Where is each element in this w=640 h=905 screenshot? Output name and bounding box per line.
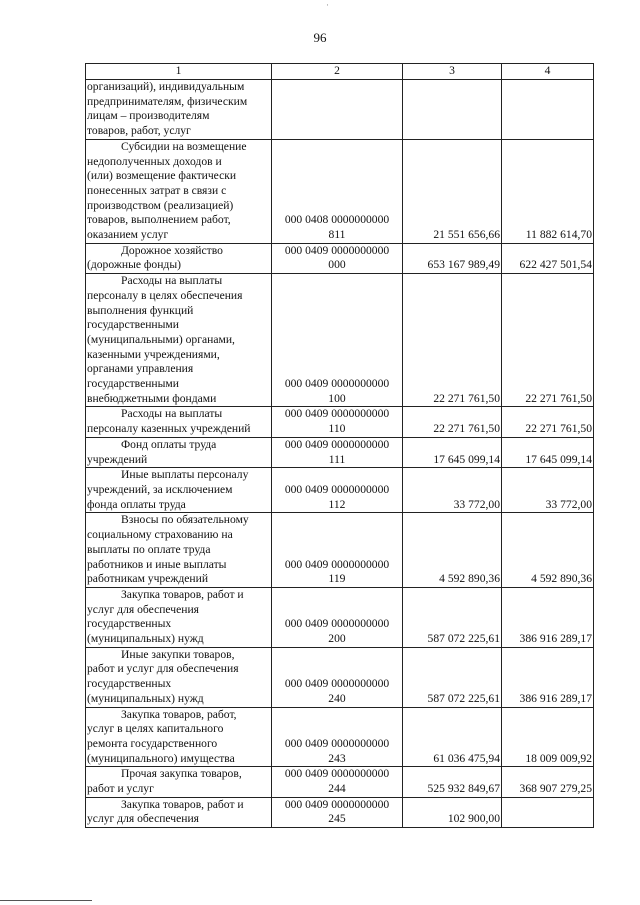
budget-code-cell bbox=[272, 274, 403, 407]
expense-name-line: ремонта государственного bbox=[87, 736, 218, 750]
budget-code-line: 000 0409 0000000000 bbox=[284, 797, 390, 811]
amount-col3-cell: 102 900,00 bbox=[403, 797, 502, 827]
expense-name-cell bbox=[86, 274, 272, 407]
amount-col4-cell: 33 772,00 bbox=[502, 468, 594, 513]
budget-code-line: 111 bbox=[328, 452, 346, 466]
expense-name-line: учреждений, за исключением bbox=[87, 482, 233, 496]
expense-name-line: (муниципальными) органами, bbox=[87, 332, 235, 346]
amount-col3-cell: 4 592 890,36 bbox=[403, 513, 502, 588]
expense-name-line: работников и иные выплаты bbox=[87, 557, 227, 571]
budget-code-cell bbox=[272, 513, 403, 588]
page-number: 96 bbox=[313, 30, 327, 45]
expense-name-line: работ и услуг bbox=[87, 782, 154, 796]
budget-code-cell bbox=[272, 407, 403, 437]
column-header-1: 1 bbox=[86, 64, 272, 80]
expense-name-line: Прочая закупка товаров, bbox=[121, 767, 242, 781]
budget-code-line: 240 bbox=[328, 691, 346, 705]
expense-name-line: услуг для обеспечения bbox=[87, 602, 199, 616]
expense-name-line: товаров, выполнением работ, bbox=[87, 213, 231, 227]
amount-col4-cell bbox=[502, 797, 594, 827]
budget-code-line: 000 0408 0000000000 bbox=[284, 213, 390, 227]
table-body bbox=[86, 80, 594, 828]
budget-code-cell bbox=[272, 139, 403, 243]
amount-col4-cell: 622 427 501,54 bbox=[502, 243, 594, 273]
expense-name-cell bbox=[86, 80, 272, 140]
expense-name-line: (муниципальных) нужд bbox=[87, 691, 204, 705]
table-row bbox=[86, 80, 594, 140]
table-row bbox=[86, 647, 594, 707]
expense-name-cell bbox=[86, 407, 272, 437]
expense-name-line: товаров, работ, услуг bbox=[87, 124, 191, 138]
budget-code-line: 112 bbox=[328, 497, 346, 511]
table-row bbox=[86, 139, 594, 243]
expense-name-line: недополученных доходов и bbox=[87, 154, 222, 168]
budget-code-line: 245 bbox=[328, 812, 346, 826]
expense-name-line: Закупка товаров, работ и bbox=[121, 587, 244, 601]
expense-name-line: работ и услуг для обеспечения bbox=[87, 662, 239, 676]
amount-col3-cell: 587 072 225,61 bbox=[403, 647, 502, 707]
expense-name-line: выплаты по оплате труда bbox=[87, 542, 211, 556]
expense-name-line: (дорожные фонды) bbox=[87, 258, 181, 272]
amount-col4-cell: 18 009 009,92 bbox=[502, 707, 594, 767]
column-header-3: 3 bbox=[403, 64, 502, 80]
table-row bbox=[86, 513, 594, 588]
footnote-divider bbox=[0, 900, 92, 901]
amount-col4-cell bbox=[502, 80, 594, 140]
budget-code-line: 000 0409 0000000000 bbox=[284, 243, 390, 257]
expense-name-cell bbox=[86, 707, 272, 767]
amount-col4-cell: 17 645 099,14 bbox=[502, 437, 594, 467]
expense-name-line: Расходы на выплаты bbox=[121, 407, 223, 421]
expense-name-line: производством (реализацией) bbox=[87, 198, 234, 212]
expense-name-cell bbox=[86, 243, 272, 273]
amount-col4-cell: 11 882 614,70 bbox=[502, 139, 594, 243]
expense-name-line: работникам учреждений bbox=[87, 572, 209, 586]
budget-code-line: 000 0409 0000000000 bbox=[284, 736, 390, 750]
expense-name-line: государственными bbox=[87, 377, 179, 391]
amount-col3-cell: 22 271 761,50 bbox=[403, 274, 502, 407]
budget-code-cell bbox=[272, 437, 403, 467]
budget-code-cell bbox=[272, 243, 403, 273]
expense-name-line: услуг в целях капитального bbox=[87, 722, 224, 736]
expense-name-line: фонда оплаты труда bbox=[87, 497, 186, 511]
expense-name-line: государственными bbox=[87, 318, 179, 332]
amount-col4-cell: 386 916 289,17 bbox=[502, 647, 594, 707]
budget-code-line: 119 bbox=[328, 572, 346, 586]
table-row bbox=[86, 707, 594, 767]
expense-name-cell bbox=[86, 587, 272, 647]
table-row bbox=[86, 797, 594, 827]
expense-name-line: понесенных затрат в связи с bbox=[87, 183, 227, 197]
budget-code-line: 000 0409 0000000000 bbox=[284, 377, 390, 391]
expense-name-line: Дорожное хозяйство bbox=[121, 243, 223, 257]
amount-col3-cell: 33 772,00 bbox=[403, 468, 502, 513]
column-header-4: 4 bbox=[502, 64, 594, 80]
table-row bbox=[86, 587, 594, 647]
budget-code-cell bbox=[272, 797, 403, 827]
budget-code-line: 811 bbox=[328, 228, 346, 242]
amount-col3-cell bbox=[403, 80, 502, 140]
budget-code-line: 100 bbox=[328, 391, 346, 405]
budget-code-line: 000 0409 0000000000 bbox=[284, 677, 390, 691]
expense-name-cell bbox=[86, 139, 272, 243]
expense-name-line: государственных bbox=[87, 617, 172, 631]
expense-name-line: (муниципального) имущества bbox=[87, 751, 235, 765]
expense-name-cell bbox=[86, 468, 272, 513]
expense-name-line: (муниципальных) нужд bbox=[87, 632, 204, 646]
expense-name-line: оказанием услуг bbox=[87, 228, 169, 242]
amount-col3-cell: 653 167 989,49 bbox=[403, 243, 502, 273]
expense-name-line: учреждений bbox=[87, 452, 148, 466]
budget-code-line: 110 bbox=[328, 422, 346, 436]
budget-code-cell bbox=[272, 468, 403, 513]
table-row bbox=[86, 437, 594, 467]
budget-code-cell bbox=[272, 767, 403, 797]
budget-code-line: 000 0409 0000000000 bbox=[284, 557, 390, 571]
expense-name-line: Иные закупки товаров, bbox=[121, 647, 235, 661]
table-row bbox=[86, 274, 594, 407]
expense-name-cell bbox=[86, 513, 272, 588]
budget-code-cell bbox=[272, 707, 403, 767]
amount-col4-cell: 386 916 289,17 bbox=[502, 587, 594, 647]
expense-name-line: Закупка товаров, работ и bbox=[121, 797, 244, 811]
expense-name-cell bbox=[86, 437, 272, 467]
budget-code-cell bbox=[272, 587, 403, 647]
expense-name-line: лицам – производителям bbox=[87, 109, 210, 123]
expense-name-line: выполнения функций bbox=[87, 303, 194, 317]
expense-name-line: Иные выплаты персоналу bbox=[121, 468, 249, 482]
expense-name-line: внебюджетными фондами bbox=[87, 391, 217, 405]
budget-code-line: 000 bbox=[328, 258, 346, 272]
expense-name-line: казенными учреждениями, bbox=[87, 347, 220, 361]
table-header-row bbox=[86, 64, 594, 80]
expense-name-line: Расходы на выплаты bbox=[121, 274, 223, 288]
expense-name-line: Субсидии на возмещение bbox=[121, 139, 247, 153]
budget-code-cell bbox=[272, 80, 403, 140]
budget-code-line: 000 0409 0000000000 bbox=[284, 767, 390, 781]
table-row bbox=[86, 468, 594, 513]
amount-col3-cell: 587 072 225,61 bbox=[403, 587, 502, 647]
expense-name-cell bbox=[86, 767, 272, 797]
expense-name-line: услуг для обеспечения bbox=[87, 812, 199, 826]
expense-name-cell bbox=[86, 797, 272, 827]
scan-artifact: · bbox=[326, 0, 329, 10]
budget-code-line: 000 0409 0000000000 bbox=[284, 482, 390, 496]
amount-col3-cell: 17 645 099,14 bbox=[403, 437, 502, 467]
amount-col4-cell: 368 907 279,25 bbox=[502, 767, 594, 797]
budget-code-line: 000 0409 0000000000 bbox=[284, 437, 390, 451]
expense-name-line: предпринимателям, физическим bbox=[87, 94, 248, 108]
amount-col3-cell: 22 271 761,50 bbox=[403, 407, 502, 437]
budget-code-cell bbox=[272, 647, 403, 707]
expense-name-line: Взносы по обязательному bbox=[121, 513, 249, 527]
budget-code-line: 244 bbox=[328, 782, 346, 796]
amount-col3-cell: 61 036 475,94 bbox=[403, 707, 502, 767]
expense-name-line: органами управления bbox=[87, 362, 194, 376]
expense-name-line: социальному страхованию на bbox=[87, 528, 233, 542]
budget-code-line: 000 0409 0000000000 bbox=[284, 617, 390, 631]
expense-name-cell bbox=[86, 647, 272, 707]
amount-col3-cell: 525 932 849,67 bbox=[403, 767, 502, 797]
budget-code-line: 243 bbox=[328, 751, 346, 765]
expense-name-line: (или) возмещение фактически bbox=[87, 169, 237, 183]
amount-col4-cell: 22 271 761,50 bbox=[502, 407, 594, 437]
amount-col4-cell: 4 592 890,36 bbox=[502, 513, 594, 588]
expense-name-line: организаций), индивидуальным bbox=[87, 80, 245, 93]
expense-name-line: государственных bbox=[87, 677, 172, 691]
budget-code-line: 200 bbox=[328, 632, 346, 646]
amount-col4-cell: 22 271 761,50 bbox=[502, 274, 594, 407]
table-row bbox=[86, 243, 594, 273]
expense-name-line: персоналу казенных учреждений bbox=[87, 422, 251, 436]
budget-code-line: 000 0409 0000000000 bbox=[284, 407, 390, 421]
table-row bbox=[86, 767, 594, 797]
expense-name-line: Закупка товаров, работ, bbox=[121, 707, 237, 721]
table-row bbox=[86, 407, 594, 437]
amount-col3-cell: 21 551 656,66 bbox=[403, 139, 502, 243]
expense-name-line: персоналу в целях обеспечения bbox=[87, 288, 243, 302]
column-header-2: 2 bbox=[272, 64, 403, 80]
budget-table bbox=[85, 63, 594, 828]
expense-name-line: Фонд оплаты труда bbox=[121, 437, 217, 451]
